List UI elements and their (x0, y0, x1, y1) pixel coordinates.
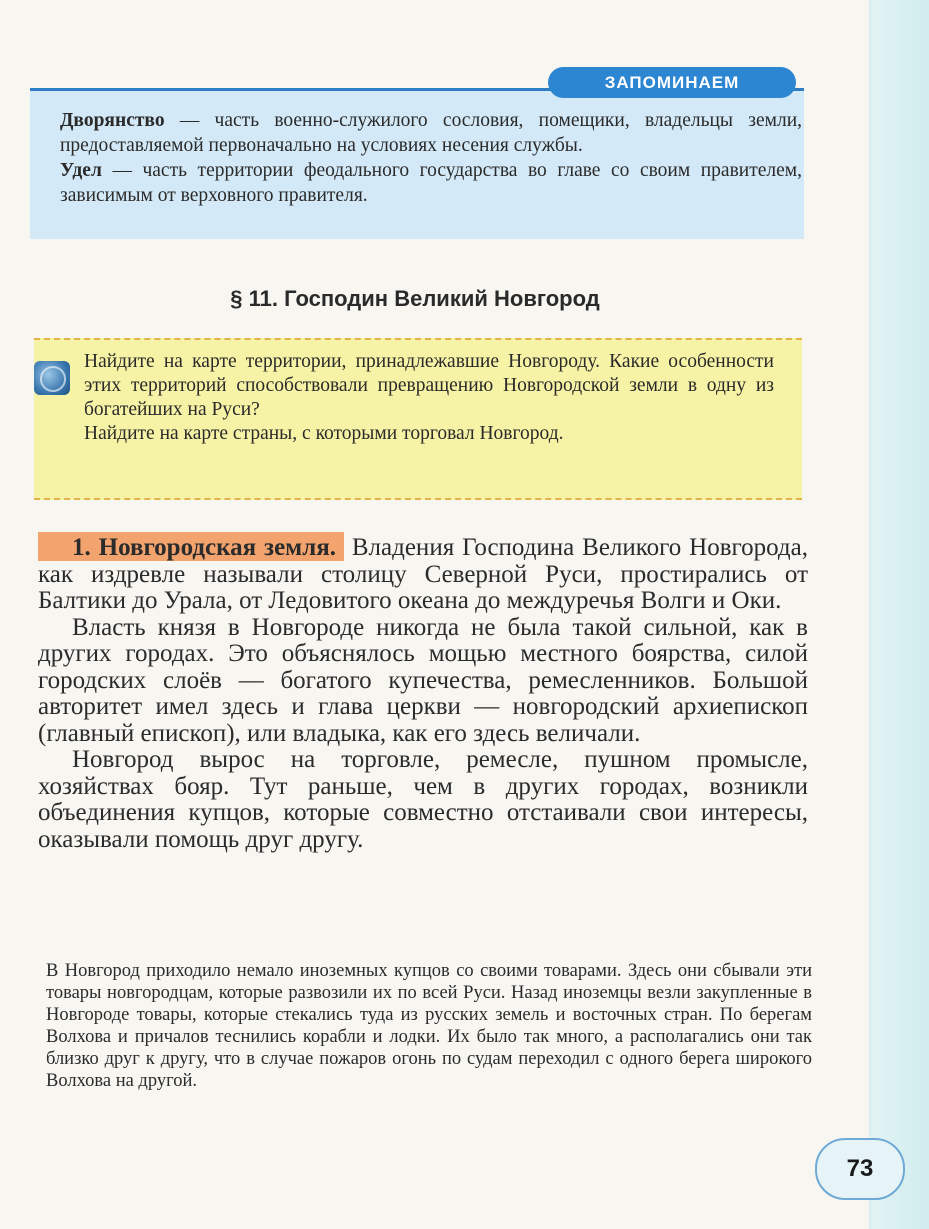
page-edge (871, 0, 929, 1229)
definition-appanage (60, 158, 802, 208)
task-text (84, 350, 774, 446)
paragraph-1-text: Владения Господина Великого Новгорода, как издревле называли столицу Северной Руси, простирались от Балтики до Урала, от Ледовитого океана до междуречья Волги и Оки. (38, 534, 808, 614)
definition-appanage-text: — часть территории феодального государства во главе со своим правителем, зависимым от верховного правителя. (60, 160, 802, 206)
term-nobility: Дворянство (60, 110, 165, 131)
remember-tab: ЗАПОМИНАЕМ (548, 67, 796, 98)
paragraph-2: Власть князя в Новгороде никогда не была такой сильной, как в других городах. Это объяснялось мощью местного боярства, силой городских слоёв — богатого купечества, ремесленников. Большой авторитет имел здесь и глава церкви — новгородский архиепископ (главный епископ), или владыка, как его здесь величали. (38, 613, 808, 747)
additional-paragraph: В Новгород приходило немало иноземных купцов со своими товарами. Здесь они сбывали эти товары новгородцам, которые развозили их по всей Руси. Назад иноземцы везли закупленные в Новгороде товары, которые стекались туда из русских земель и восточных стран. По берегам Волхова и причалов теснились корабли и лодки. Их было так много, а располагались они так близко друг к другу, что в случае пожаров огонь по судам переходил с одного берега широкого Волхова на другой. (46, 961, 812, 1091)
task-question-1: Найдите на карте территории, принадлежавшие Новгороду. Какие особенности этих территорий способствовали превращению Новгородской земли в одну из богатейших на Руси? (84, 351, 774, 420)
term-appanage: Удел (60, 160, 102, 181)
page-number: 73 (815, 1138, 905, 1200)
main-text (38, 535, 808, 853)
paragraph-1 (38, 535, 808, 615)
paragraph-3: Новгород вырос на торговле, ремесле, пушном промысле, хозяйствах бояр. Тут раньше, чем в других городах, возникли объединения купцов, которые совместно отстаивали свои интересы, оказывали помощь друг другу. (38, 746, 808, 853)
task-question-2: Найдите на карте страны, с которыми торговал Новгород. (84, 423, 564, 444)
additional-text (46, 960, 812, 1092)
section-label: 1. Новгородская земля. (38, 532, 344, 561)
definition-nobility (60, 108, 802, 158)
definition-nobility-text: — часть военно-служилого сословия, помещики, владельцы земли, предоставляемой первоначально на условиях несения службы. (60, 110, 802, 156)
globe-icon (34, 361, 70, 395)
remember-text (60, 108, 802, 208)
page-title: § 11. Господин Великий Новгород (230, 286, 600, 311)
